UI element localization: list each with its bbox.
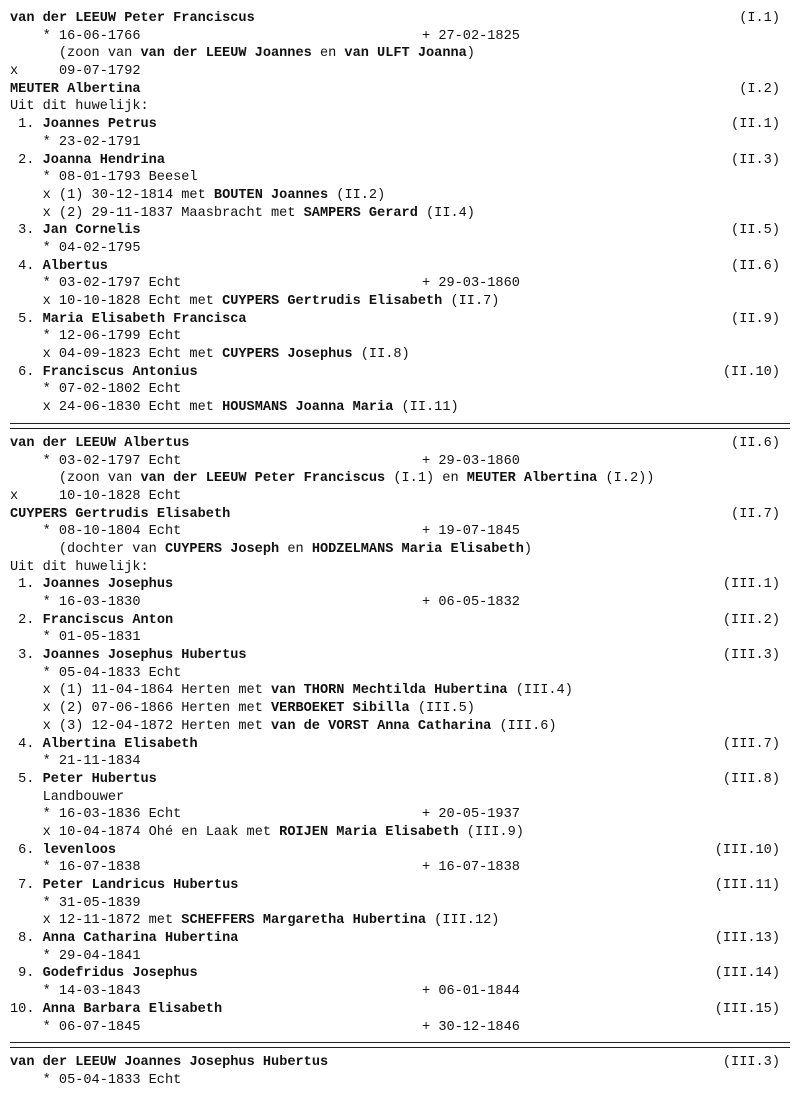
- record-detail: * 05-04-1833 Echt: [42, 1072, 182, 1088]
- record-detail: (I.1) en: [385, 471, 467, 487]
- generation-reference: (I.2): [739, 81, 780, 97]
- record-line: [0, 629, 800, 647]
- record-text: [18, 258, 108, 276]
- death-date: + 16-07-1838: [422, 860, 520, 876]
- record-line: [0, 470, 800, 488]
- record-text: [59, 470, 655, 488]
- record-detail: x 10-04-1874 Ohé en Laak met: [42, 824, 280, 840]
- record-detail: * 01-05-1831: [42, 630, 141, 646]
- record-text: [10, 81, 141, 99]
- record-line: [0, 169, 800, 187]
- record-text: [10, 1054, 328, 1072]
- record-text: [43, 240, 141, 258]
- generation-reference: (III.14): [714, 966, 780, 982]
- record-detail: x 09-07-1792: [10, 64, 141, 80]
- generation-reference: (II.7): [731, 506, 780, 522]
- generation-reference: (III.13): [714, 931, 780, 947]
- record-detail: 6.: [18, 364, 43, 380]
- person-name: MEUTER Albertina: [466, 471, 598, 487]
- record-text: [43, 859, 141, 877]
- record-line: [0, 81, 800, 99]
- record-text: [18, 647, 246, 665]
- record-detail: (II.8): [352, 347, 410, 363]
- record-detail: x (1) 11-04-1864 Herten met: [42, 683, 272, 699]
- generation-reference: (II.3): [731, 152, 780, 168]
- record-text: [43, 912, 500, 930]
- record-text: [43, 789, 125, 807]
- record-text: [43, 682, 573, 700]
- record-text: [43, 700, 475, 718]
- record-text: [18, 116, 157, 134]
- record-text: [18, 222, 140, 240]
- record-detail: * 08-10-1804 Echt: [42, 524, 182, 540]
- record-detail: ): [523, 541, 533, 557]
- person-name: van der LEEUW Peter Franciscus: [140, 471, 386, 487]
- record-detail: * 16-03-1830: [42, 595, 141, 610]
- record-line: [0, 1019, 800, 1037]
- person-name: Franciscus Antonius: [42, 364, 198, 380]
- record-detail: * 16-06-1766: [42, 28, 141, 44]
- person-name: Godefridus Josephus: [42, 966, 198, 982]
- record-line: [0, 789, 800, 807]
- record-text: [43, 948, 141, 966]
- record-detail: (III.4): [507, 683, 573, 699]
- death-date: + 06-05-1832: [422, 595, 520, 610]
- record-text: [10, 488, 181, 506]
- record-detail: 5.: [18, 311, 43, 327]
- record-detail: (III.6): [491, 718, 557, 734]
- record-line: [0, 771, 800, 789]
- record-detail: x 10-10-1828 Echt met: [42, 294, 223, 309]
- record-text: [10, 435, 189, 453]
- generation-reference: (II.9): [731, 311, 780, 327]
- record-line: [0, 824, 800, 842]
- record-text: [43, 28, 141, 46]
- record-detail: * 03-02-1797 Echt: [42, 453, 182, 469]
- record-line: [0, 612, 800, 630]
- person-name: van der LEEUW Joannes: [140, 46, 312, 62]
- family-section: [0, 10, 800, 417]
- record-detail: x 04-09-1823 Echt met: [42, 347, 223, 363]
- person-name: Joannes Petrus: [42, 117, 157, 133]
- record-text: [43, 134, 141, 152]
- record-text: [18, 576, 173, 594]
- section-separator: [10, 423, 790, 429]
- record-text: [18, 152, 165, 170]
- record-detail: * 12-06-1799 Echt: [42, 329, 182, 345]
- person-name: Peter Hubertus: [42, 771, 157, 787]
- record-text: [18, 965, 197, 983]
- record-detail: Uit dit huwelijk:: [10, 99, 149, 115]
- record-text: [43, 275, 182, 293]
- person-name: van THORN Mechtilda Hubertina: [271, 683, 508, 699]
- person-name: Albertina Elisabeth: [42, 736, 198, 752]
- record-line: [0, 293, 800, 311]
- record-text: [43, 169, 198, 187]
- person-name: CUYPERS Gertrudis Elisabeth: [222, 294, 443, 309]
- generation-reference: (III.1): [722, 577, 780, 593]
- record-text: [43, 328, 182, 346]
- record-line: [0, 453, 800, 471]
- death-date: + 19-07-1845: [422, 524, 520, 540]
- record-detail: * 29-04-1841: [42, 948, 141, 964]
- generation-reference: (I.1): [739, 11, 780, 26]
- record-text: [10, 10, 255, 28]
- record-detail: (III.9): [458, 824, 524, 840]
- record-line: [0, 258, 800, 276]
- record-line: [0, 506, 800, 524]
- person-name: Albertus: [42, 258, 108, 274]
- record-line: [0, 877, 800, 895]
- record-line: [0, 842, 800, 860]
- death-date: + 27-02-1825: [422, 28, 520, 44]
- record-line: [0, 364, 800, 382]
- record-line: [0, 275, 800, 293]
- record-detail: (II.2): [328, 187, 386, 203]
- record-detail: 1.: [18, 577, 43, 593]
- record-line: [0, 346, 800, 364]
- person-name: Jan Cornelis: [42, 223, 141, 239]
- record-text: [43, 293, 500, 311]
- record-detail: 9.: [18, 966, 43, 982]
- family-section: [0, 1054, 800, 1089]
- record-text: [18, 364, 197, 382]
- record-line: [0, 983, 800, 1001]
- record-line: [0, 753, 800, 771]
- record-detail: en: [279, 541, 312, 557]
- record-line: [0, 1054, 800, 1072]
- record-detail: 2.: [18, 152, 43, 168]
- record-detail: 8.: [18, 931, 43, 947]
- record-line: [0, 134, 800, 152]
- record-detail: * 16-07-1838: [42, 860, 141, 876]
- generation-reference: (III.3): [722, 648, 780, 664]
- family-section: [0, 435, 800, 1036]
- record-detail: 5.: [18, 771, 43, 787]
- record-text: [18, 930, 238, 948]
- person-name: van der LEEUW Peter Franciscus: [10, 11, 255, 26]
- record-text: [43, 346, 410, 364]
- record-line: [0, 116, 800, 134]
- record-text: [18, 311, 246, 329]
- record-detail: 3.: [18, 648, 43, 664]
- person-name: MEUTER Albertina: [10, 81, 141, 97]
- record-line: [0, 523, 800, 541]
- record-line: [0, 1001, 800, 1019]
- record-detail: 1.: [18, 117, 43, 133]
- record-text: [43, 399, 459, 417]
- record-text: [43, 523, 182, 541]
- record-text: [43, 806, 182, 824]
- record-text: [43, 205, 475, 223]
- record-text: [43, 983, 141, 1001]
- record-text: [43, 824, 524, 842]
- record-line: [0, 98, 800, 116]
- record-text: [18, 842, 116, 860]
- record-line: [0, 594, 800, 612]
- person-name: van der LEEUW Albertus: [10, 435, 190, 451]
- record-text: [43, 1072, 182, 1090]
- section-separator: [10, 1042, 790, 1048]
- generation-reference: (II.6): [731, 258, 780, 274]
- person-name: Joanna Hendrina: [42, 152, 165, 168]
- record-line: [0, 28, 800, 46]
- record-line: [0, 859, 800, 877]
- record-line: [0, 682, 800, 700]
- record-detail: * 16-03-1836 Echt: [42, 807, 182, 823]
- record-detail: x 24-06-1830 Echt met: [42, 400, 223, 416]
- generation-reference: (II.1): [731, 117, 780, 133]
- record-line: [0, 63, 800, 81]
- generation-reference: (III.15): [714, 1001, 780, 1017]
- record-line: [0, 647, 800, 665]
- record-line: [0, 806, 800, 824]
- record-text: [18, 736, 197, 754]
- person-name: ROIJEN Maria Elisabeth: [279, 824, 459, 840]
- record-line: [0, 948, 800, 966]
- record-line: [0, 559, 800, 577]
- record-detail: ): [466, 46, 475, 62]
- person-name: Franciscus Anton: [42, 612, 174, 628]
- person-name: HODZELMANS Maria Elisabeth: [311, 541, 524, 557]
- record-detail: 6.: [18, 842, 43, 858]
- record-text: [18, 877, 238, 895]
- record-detail: (zoon van: [58, 471, 141, 487]
- person-name: CUYPERS Josephus: [222, 347, 353, 363]
- generation-reference: (II.10): [722, 364, 780, 380]
- record-line: [0, 1072, 800, 1090]
- person-name: van ULFT Joanna: [344, 46, 467, 62]
- record-line: [0, 895, 800, 913]
- record-text: [10, 1001, 222, 1019]
- record-text: [10, 559, 149, 577]
- person-name: BOUTEN Joannes: [213, 187, 329, 203]
- record-detail: (I.2)): [597, 471, 655, 487]
- record-line: [0, 912, 800, 930]
- record-line: [0, 665, 800, 683]
- record-text: [43, 718, 557, 736]
- record-text: [59, 541, 532, 559]
- record-line: [0, 152, 800, 170]
- record-text: [43, 381, 182, 399]
- generation-reference: (III.2): [722, 612, 780, 628]
- record-detail: (II.4): [417, 205, 475, 221]
- record-detail: * 04-02-1795: [42, 240, 141, 256]
- record-line: [0, 488, 800, 506]
- record-text: [59, 45, 475, 63]
- person-name: Joannes Josephus: [42, 577, 174, 593]
- generation-reference: (II.5): [731, 223, 780, 239]
- record-line: [0, 435, 800, 453]
- record-text: [43, 1019, 141, 1037]
- record-line: [0, 45, 800, 63]
- record-detail: x (2) 29-11-1837 Maasbracht met: [42, 205, 304, 221]
- person-name: SCHEFFERS Margaretha Hubertina: [181, 913, 427, 929]
- record-detail: (II.7): [442, 294, 500, 309]
- generation-reference: (III.3): [722, 1055, 780, 1071]
- record-detail: 4.: [18, 258, 43, 274]
- person-name: HOUSMANS Joanna Maria: [222, 400, 394, 416]
- record-line: [0, 576, 800, 594]
- record-text: [43, 594, 141, 612]
- record-detail: x (1) 30-12-1814 met: [42, 187, 214, 203]
- death-date: + 06-01-1844: [422, 984, 520, 1000]
- record-line: [0, 399, 800, 417]
- record-detail: 3.: [18, 223, 43, 239]
- death-date: + 30-12-1846: [422, 1019, 520, 1035]
- generation-reference: (II.6): [731, 435, 780, 451]
- record-detail: 7.: [18, 878, 43, 893]
- record-detail: * 07-02-1802 Echt: [42, 382, 182, 398]
- person-name: Peter Landricus Hubertus: [42, 878, 239, 893]
- record-line: [0, 965, 800, 983]
- record-detail: * 05-04-1833 Echt: [42, 665, 182, 681]
- record-detail: (II.11): [393, 400, 459, 416]
- record-text: [10, 98, 149, 116]
- record-text: [43, 629, 141, 647]
- record-detail: Landbouwer: [42, 789, 125, 805]
- record-detail: x 10-10-1828 Echt: [10, 488, 182, 504]
- person-name: van de VORST Anna Catharina: [271, 718, 492, 734]
- record-detail: x 12-11-1872 met: [42, 913, 182, 929]
- record-line: [0, 222, 800, 240]
- person-name: levenloos: [42, 842, 117, 858]
- record-detail: * 14-03-1843: [42, 984, 141, 1000]
- record-detail: * 08-01-1793 Beesel: [42, 170, 198, 186]
- record-detail: x (2) 07-06-1866 Herten met: [42, 701, 272, 717]
- record-line: [0, 328, 800, 346]
- record-detail: (zoon van: [58, 46, 141, 62]
- record-detail: 10.: [10, 1001, 43, 1017]
- person-name: CUYPERS Joseph: [164, 541, 280, 557]
- record-detail: en: [311, 46, 345, 62]
- record-line: [0, 718, 800, 736]
- death-date: + 29-03-1860: [422, 276, 520, 292]
- record-detail: * 31-05-1839: [42, 895, 141, 911]
- record-text: [43, 665, 182, 683]
- record-detail: (dochter van: [58, 541, 165, 557]
- record-line: [0, 930, 800, 948]
- generation-reference: (III.10): [714, 842, 780, 858]
- record-line: [0, 736, 800, 754]
- person-name: Anna Catharina Hubertina: [42, 931, 239, 947]
- record-text: [18, 612, 173, 630]
- death-date: + 29-03-1860: [422, 453, 520, 469]
- record-line: [0, 240, 800, 258]
- generation-reference: (III.7): [722, 736, 780, 752]
- record-detail: x (3) 12-04-1872 Herten met: [42, 718, 272, 734]
- record-detail: (III.5): [409, 701, 475, 717]
- record-line: [0, 700, 800, 718]
- record-detail: * 06-07-1845: [42, 1019, 141, 1035]
- record-detail: 4.: [18, 736, 43, 752]
- person-name: VERBOEKET Sibilla: [271, 701, 410, 717]
- record-line: [0, 205, 800, 223]
- record-detail: 2.: [18, 612, 43, 628]
- record-text: [10, 63, 141, 81]
- record-detail: (III.12): [426, 913, 500, 929]
- generation-reference: (III.11): [714, 878, 780, 893]
- record-detail: * 21-11-1834: [42, 754, 141, 770]
- record-line: [0, 381, 800, 399]
- record-detail: * 23-02-1791: [42, 134, 141, 150]
- person-name: Anna Barbara Elisabeth: [42, 1001, 223, 1017]
- record-text: [43, 753, 141, 771]
- record-detail: * 03-02-1797 Echt: [42, 276, 182, 292]
- person-name: van der LEEUW Joannes Josephus Hubertus: [10, 1055, 329, 1071]
- genealogy-document: [0, 10, 800, 1090]
- record-line: [0, 311, 800, 329]
- person-name: SAMPERS Gerard: [303, 205, 418, 221]
- record-line: [0, 541, 800, 559]
- record-text: [10, 506, 230, 524]
- person-name: Joannes Josephus Hubertus: [42, 648, 247, 664]
- person-name: Maria Elisabeth Francisca: [42, 311, 247, 327]
- death-date: + 20-05-1937: [422, 807, 520, 823]
- record-text: [18, 771, 157, 789]
- record-line: [0, 187, 800, 205]
- record-line: [0, 10, 800, 28]
- person-name: CUYPERS Gertrudis Elisabeth: [10, 506, 231, 522]
- record-text: [43, 187, 386, 205]
- record-text: [43, 895, 141, 913]
- generation-reference: (III.8): [722, 771, 780, 787]
- record-detail: Uit dit huwelijk:: [10, 559, 149, 575]
- record-text: [43, 453, 182, 471]
